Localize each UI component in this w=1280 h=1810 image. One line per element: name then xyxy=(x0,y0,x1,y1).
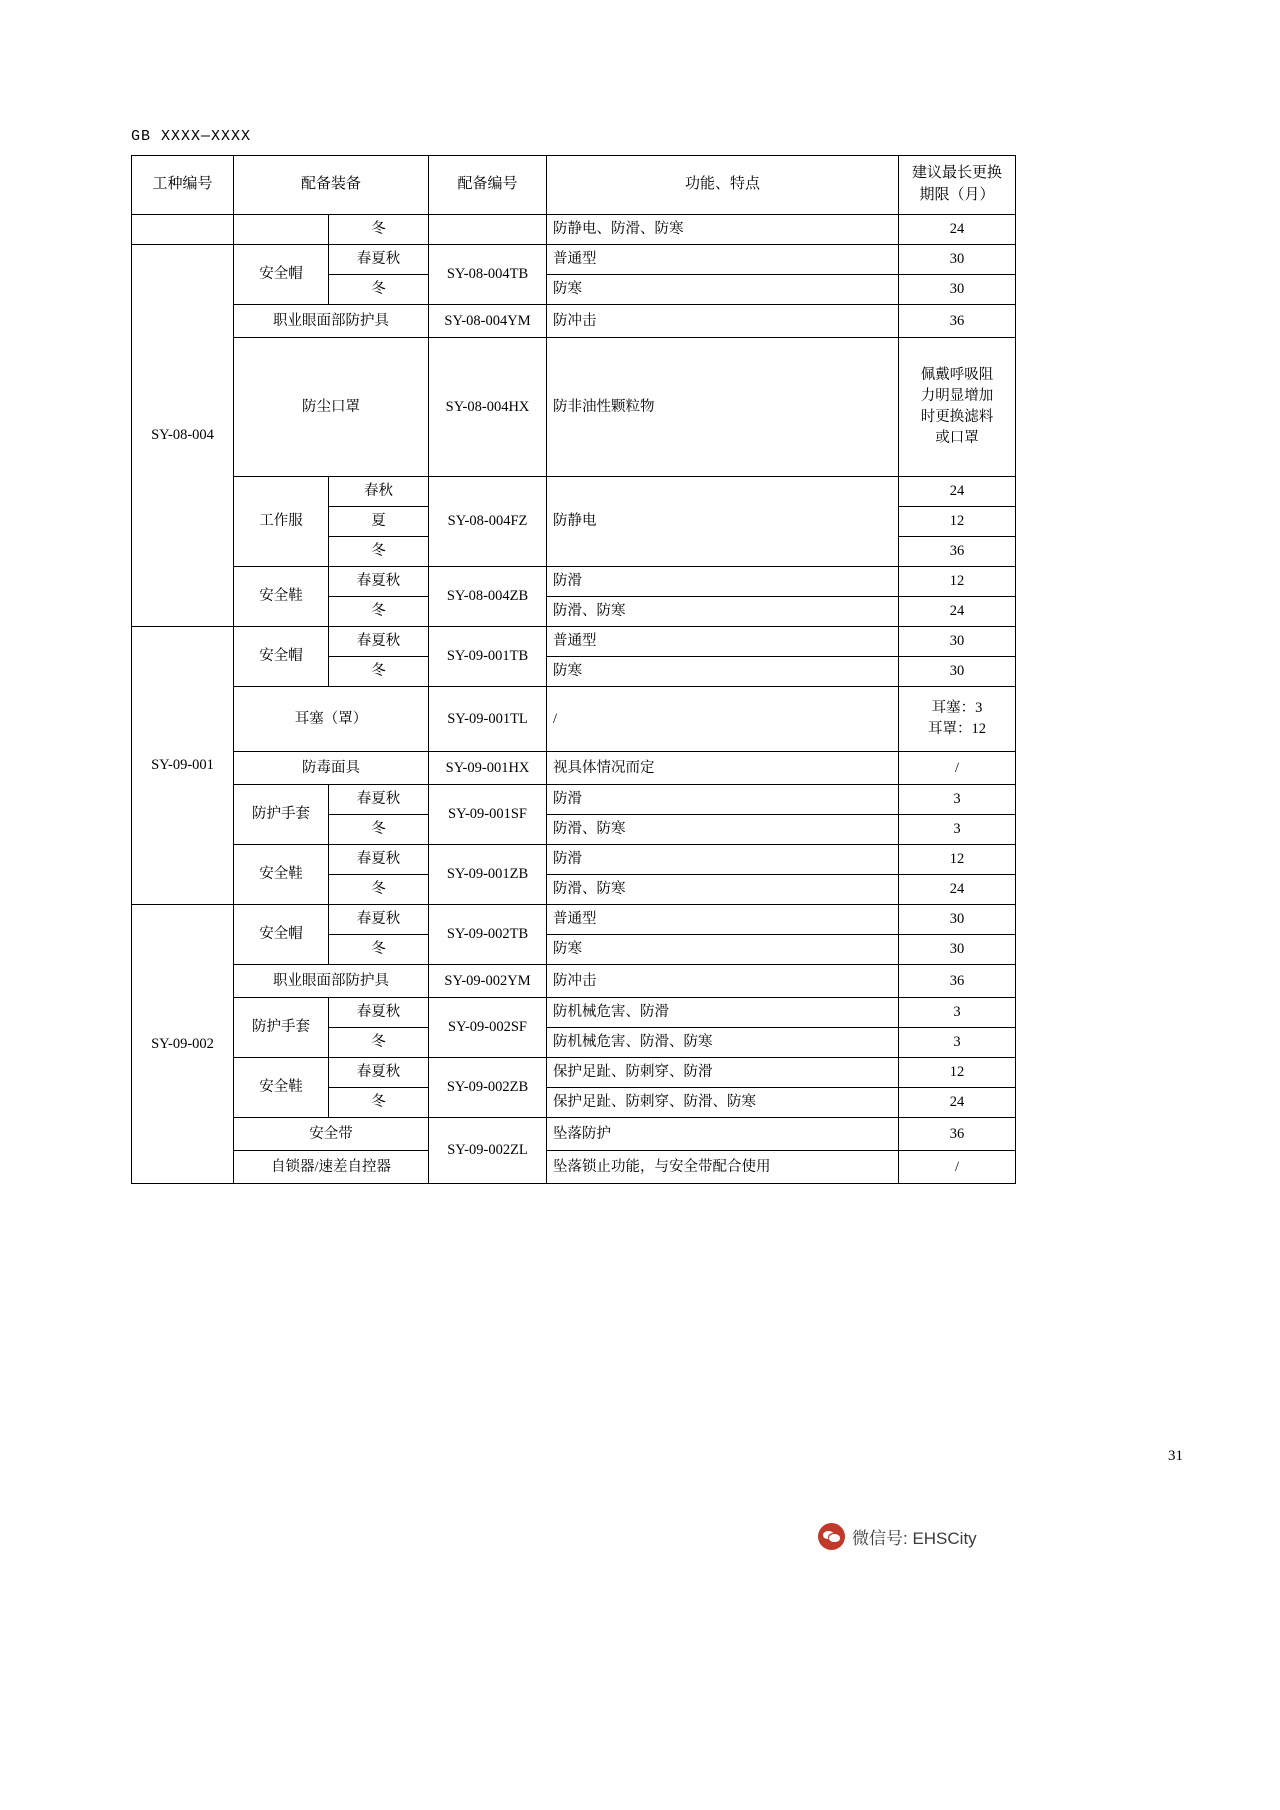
watermark-label: 微信号: EHSCity xyxy=(852,1529,977,1548)
cell-season: 春夏秋 xyxy=(329,845,429,875)
cell-months: 3 xyxy=(899,998,1016,1028)
cell-equipment: 防尘口罩 xyxy=(234,338,429,477)
cell-months: 36 xyxy=(899,305,1016,338)
cell-function: 保护足趾、防刺穿、防滑、防寒 xyxy=(547,1088,899,1118)
cell-equipment: 防护手套 xyxy=(234,998,329,1058)
cell-season: 冬 xyxy=(329,275,429,305)
cell-equipment xyxy=(234,215,329,245)
cell-season: 冬 xyxy=(329,1028,429,1058)
cell-season: 春夏秋 xyxy=(329,627,429,657)
cell-function: 防机械危害、防滑 xyxy=(547,998,899,1028)
cell-function: 防滑、防寒 xyxy=(547,875,899,905)
cell-equipment-code: SY-08-004HX xyxy=(429,338,547,477)
cell-equipment: 安全帽 xyxy=(234,627,329,687)
table-row xyxy=(132,998,1016,1028)
ppe-allocation-table xyxy=(131,155,1016,1184)
cell-equipment-code: SY-08-004FZ xyxy=(429,477,547,567)
table-row xyxy=(132,567,1016,597)
cell-months: 30 xyxy=(899,657,1016,687)
cell-months: 30 xyxy=(899,245,1016,275)
cell-equipment-code: SY-09-002ZL xyxy=(429,1118,547,1184)
cell-equipment-code: SY-09-001HX xyxy=(429,752,547,785)
cell-equipment: 安全鞋 xyxy=(234,845,329,905)
cell-months: 3 xyxy=(899,1028,1016,1058)
table-header-row xyxy=(132,156,1016,215)
cell-season: 春夏秋 xyxy=(329,785,429,815)
cell-function: 防静电 xyxy=(547,477,899,567)
cell-function: / xyxy=(547,687,899,752)
header-job-code: 工种编号 xyxy=(132,156,234,215)
cell-months: 30 xyxy=(899,905,1016,935)
cell-equipment: 安全帽 xyxy=(234,905,329,965)
cell-months: 12 xyxy=(899,507,1016,537)
cell-equipment-code: SY-09-001TB xyxy=(429,627,547,687)
cell-months: / xyxy=(899,752,1016,785)
table-row xyxy=(132,477,1016,507)
cell-equipment-code: SY-09-001ZB xyxy=(429,845,547,905)
table-row xyxy=(132,215,1016,245)
cell-season: 夏 xyxy=(329,507,429,537)
cell-season: 冬 xyxy=(329,875,429,905)
cell-season: 春夏秋 xyxy=(329,998,429,1028)
header-function: 功能、特点 xyxy=(547,156,899,215)
cell-months: 24 xyxy=(899,597,1016,627)
cell-function: 保护足趾、防刺穿、防滑 xyxy=(547,1058,899,1088)
cell-months: 12 xyxy=(899,567,1016,597)
cell-months: 30 xyxy=(899,275,1016,305)
cell-season: 冬 xyxy=(329,815,429,845)
cell-function: 防寒 xyxy=(547,275,899,305)
cell-function: 坠落锁止功能，与安全带配合使用 xyxy=(547,1151,899,1184)
cell-function: 防滑 xyxy=(547,845,899,875)
cell-function: 防滑、防寒 xyxy=(547,815,899,845)
table-row xyxy=(132,1058,1016,1088)
cell-season: 冬 xyxy=(329,537,429,567)
table-row xyxy=(132,965,1016,998)
cell-months: 耳塞：3 耳罩：12 xyxy=(899,687,1016,752)
cell-job-code: SY-08-004 xyxy=(132,245,234,627)
cell-season: 冬 xyxy=(329,1088,429,1118)
table-row xyxy=(132,752,1016,785)
cell-function: 防静电、防滑、防寒 xyxy=(547,215,899,245)
watermark xyxy=(818,1523,977,1550)
cell-equipment: 职业眼面部防护具 xyxy=(234,965,429,998)
cell-function: 防冲击 xyxy=(547,305,899,338)
cell-equipment-code: SY-09-001TL xyxy=(429,687,547,752)
header-equipment: 配备装备 xyxy=(234,156,429,215)
cell-equipment: 安全鞋 xyxy=(234,567,329,627)
cell-equipment-code: SY-09-001SF xyxy=(429,785,547,845)
cell-equipment-code: SY-09-002ZB xyxy=(429,1058,547,1118)
cell-equipment: 防毒面具 xyxy=(234,752,429,785)
table-row xyxy=(132,1118,1016,1151)
cell-season: 冬 xyxy=(329,215,429,245)
cell-function: 防滑 xyxy=(547,567,899,597)
cell-equipment-code: SY-09-002TB xyxy=(429,905,547,965)
cell-months: 36 xyxy=(899,537,1016,567)
cell-function: 普通型 xyxy=(547,245,899,275)
page-number: 31 xyxy=(1168,1448,1183,1464)
cell-months: 24 xyxy=(899,215,1016,245)
cell-months: 24 xyxy=(899,875,1016,905)
cell-months: 佩戴呼吸阻 力明显增加 时更换滤料 或口罩 xyxy=(899,338,1016,477)
cell-function: 防滑 xyxy=(547,785,899,815)
cell-season: 春夏秋 xyxy=(329,567,429,597)
cell-function: 普通型 xyxy=(547,627,899,657)
cell-season: 春秋 xyxy=(329,477,429,507)
table-row xyxy=(132,305,1016,338)
cell-months: 3 xyxy=(899,815,1016,845)
cell-season: 冬 xyxy=(329,935,429,965)
cell-function: 防滑、防寒 xyxy=(547,597,899,627)
cell-equipment-code: SY-08-004TB xyxy=(429,245,547,305)
cell-job-code: SY-09-001 xyxy=(132,627,234,905)
wechat-icon xyxy=(818,1523,845,1550)
table-row xyxy=(132,905,1016,935)
cell-equipment-code xyxy=(429,215,547,245)
cell-function: 防寒 xyxy=(547,657,899,687)
header-equipment-code: 配备编号 xyxy=(429,156,547,215)
cell-equipment: 安全帽 xyxy=(234,245,329,305)
cell-equipment-code: SY-08-004YM xyxy=(429,305,547,338)
table-row xyxy=(132,785,1016,815)
cell-months: 36 xyxy=(899,965,1016,998)
table-row xyxy=(132,627,1016,657)
cell-function: 坠落防护 xyxy=(547,1118,899,1151)
cell-function: 普通型 xyxy=(547,905,899,935)
cell-months: 24 xyxy=(899,1088,1016,1118)
cell-equipment: 安全鞋 xyxy=(234,1058,329,1118)
cell-equipment: 职业眼面部防护具 xyxy=(234,305,429,338)
cell-season: 冬 xyxy=(329,657,429,687)
cell-months: 36 xyxy=(899,1118,1016,1151)
cell-job-code xyxy=(132,215,234,245)
cell-months: 12 xyxy=(899,1058,1016,1088)
cell-season: 春夏秋 xyxy=(329,1058,429,1088)
cell-function: 防机械危害、防滑、防寒 xyxy=(547,1028,899,1058)
table-row xyxy=(132,1151,1016,1184)
cell-equipment-code: SY-08-004ZB xyxy=(429,567,547,627)
cell-function: 防冲击 xyxy=(547,965,899,998)
table-row xyxy=(132,338,1016,477)
cell-equipment: 耳塞（罩） xyxy=(234,687,429,752)
cell-equipment: 防护手套 xyxy=(234,785,329,845)
table-row xyxy=(132,845,1016,875)
cell-months: 3 xyxy=(899,785,1016,815)
cell-function: 防寒 xyxy=(547,935,899,965)
cell-equipment: 安全带 xyxy=(234,1118,429,1151)
cell-months: / xyxy=(899,1151,1016,1184)
cell-months: 24 xyxy=(899,477,1016,507)
cell-season: 冬 xyxy=(329,597,429,627)
table-row xyxy=(132,245,1016,275)
cell-equipment-code: SY-09-002YM xyxy=(429,965,547,998)
cell-job-code: SY-09-002 xyxy=(132,905,234,1184)
header-replacement: 建议最长更换期限（月） xyxy=(899,156,1016,215)
cell-season: 春夏秋 xyxy=(329,245,429,275)
cell-function: 视具体情况而定 xyxy=(547,752,899,785)
cell-months: 30 xyxy=(899,627,1016,657)
cell-months: 30 xyxy=(899,935,1016,965)
cell-equipment-code: SY-09-002SF xyxy=(429,998,547,1058)
cell-equipment: 工作服 xyxy=(234,477,329,567)
table-row xyxy=(132,687,1016,752)
standard-code-header: GB XXXX—XXXX xyxy=(131,128,252,145)
cell-equipment: 自锁器/速差自控器 xyxy=(234,1151,429,1184)
cell-season: 春夏秋 xyxy=(329,905,429,935)
cell-months: 12 xyxy=(899,845,1016,875)
cell-function: 防非油性颗粒物 xyxy=(547,338,899,477)
